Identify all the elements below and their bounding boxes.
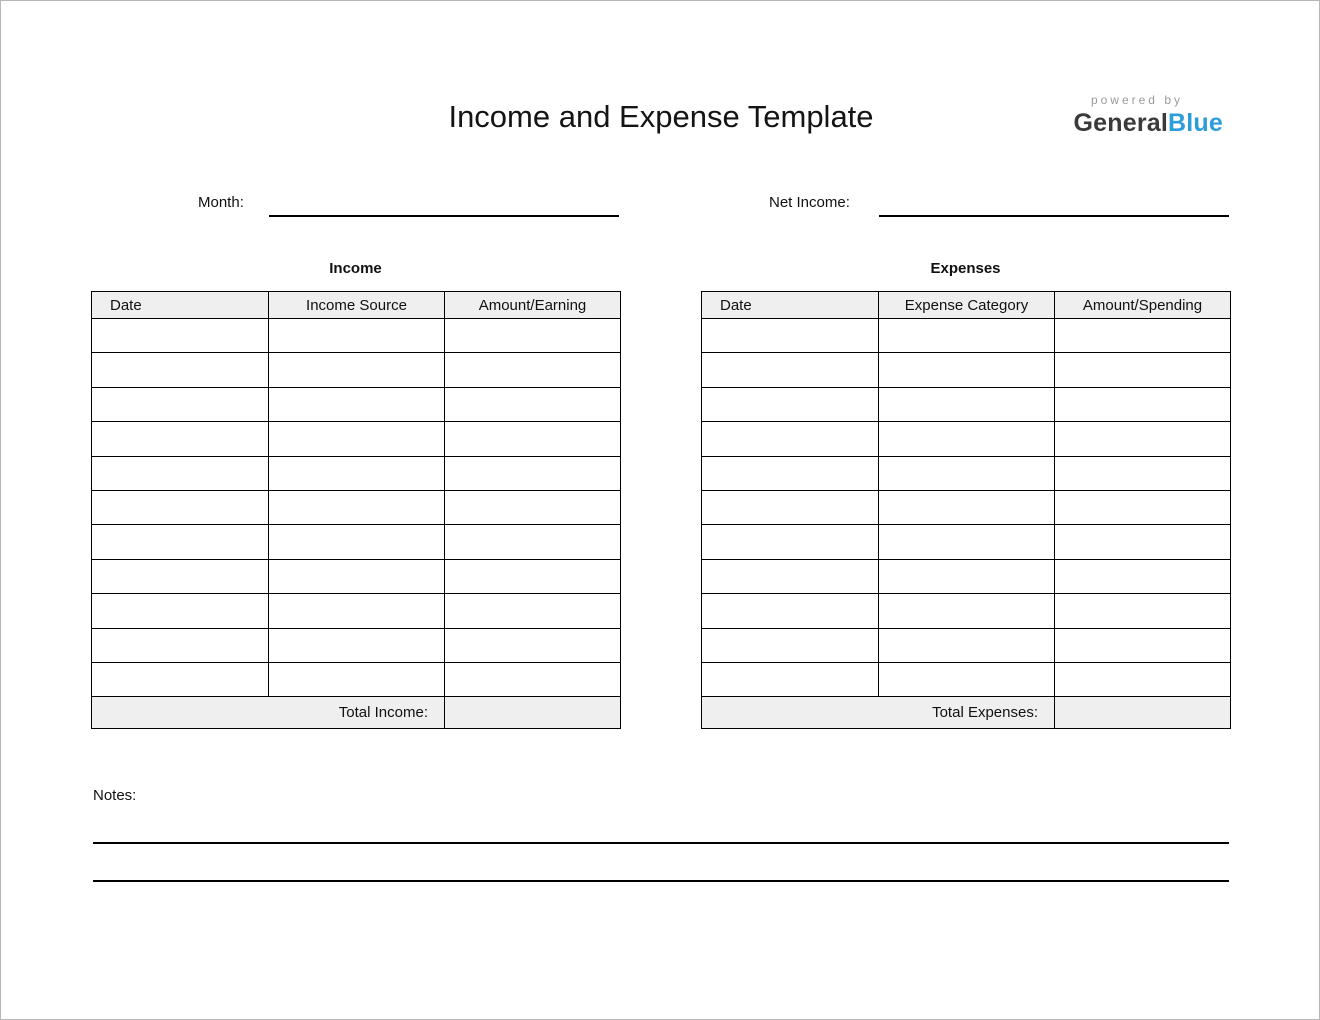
expenses-cell-date [702, 628, 879, 662]
expenses-cell-date [702, 662, 879, 696]
expenses-cell-date [702, 319, 879, 353]
generalblue-logo [993, 109, 1223, 138]
income-col-header-source: Income Source [269, 292, 445, 319]
income-empty-row [92, 490, 621, 524]
expenses-cell-amount [1055, 490, 1231, 524]
expenses-cell-category [879, 422, 1055, 456]
income-cell-source [269, 628, 445, 662]
expenses-empty-row [702, 559, 1231, 593]
expenses-header-row [702, 292, 1231, 319]
income-cell-amount [445, 387, 621, 421]
income-cell-source [269, 387, 445, 421]
expenses-col-header-category: Expense Category [879, 292, 1055, 319]
expenses-cell-amount [1055, 456, 1231, 490]
expenses-empty-row [702, 353, 1231, 387]
expenses-cell-category [879, 662, 1055, 696]
expenses-empty-row [702, 456, 1231, 490]
expenses-cell-amount [1055, 353, 1231, 387]
income-cell-date [92, 662, 269, 696]
income-empty-row [92, 319, 621, 353]
expenses-cell-category [879, 559, 1055, 593]
expenses-cell-category [879, 594, 1055, 628]
expenses-col-header-date: Date [702, 292, 879, 319]
income-header-row [92, 292, 621, 319]
income-cell-amount [445, 422, 621, 456]
income-empty-row [92, 662, 621, 696]
income-cell-amount [445, 628, 621, 662]
expenses-cell-category [879, 490, 1055, 524]
expenses-cell-amount [1055, 594, 1231, 628]
income-cell-source [269, 594, 445, 628]
income-table-body [92, 319, 621, 697]
income-cell-date [92, 525, 269, 559]
income-cell-date [92, 387, 269, 421]
income-cell-source [269, 662, 445, 696]
expenses-cell-category [879, 628, 1055, 662]
expenses-cell-amount [1055, 319, 1231, 353]
expenses-cell-date [702, 353, 879, 387]
income-cell-amount [445, 525, 621, 559]
income-cell-source [269, 456, 445, 490]
income-empty-row [92, 628, 621, 662]
income-cell-date [92, 628, 269, 662]
income-cell-amount [445, 594, 621, 628]
income-cell-source [269, 490, 445, 524]
expenses-total-value [1055, 697, 1231, 729]
income-table-heading: Income [329, 260, 382, 277]
expenses-cell-amount [1055, 387, 1231, 421]
expenses-total-row [702, 697, 1231, 729]
expenses-empty-row [702, 490, 1231, 524]
income-col-header-amount: Amount/Earning [445, 292, 621, 319]
income-cell-amount [445, 319, 621, 353]
expenses-cell-category [879, 387, 1055, 421]
expenses-table [701, 291, 1231, 729]
expenses-cell-category [879, 319, 1055, 353]
income-table [91, 291, 621, 729]
notes-line-1 [93, 842, 1229, 844]
income-empty-row [92, 353, 621, 387]
expenses-table-heading: Expenses [930, 260, 1001, 277]
income-cell-date [92, 422, 269, 456]
income-empty-row [92, 456, 621, 490]
income-total-label: Total Income: [92, 697, 445, 729]
income-total-row [92, 697, 621, 729]
income-empty-row [92, 594, 621, 628]
income-empty-row [92, 559, 621, 593]
income-cell-source [269, 319, 445, 353]
expenses-cell-category [879, 353, 1055, 387]
expenses-cell-amount [1055, 559, 1231, 593]
expenses-cell-category [879, 525, 1055, 559]
expenses-empty-row [702, 594, 1231, 628]
income-empty-row [92, 422, 621, 456]
expenses-cell-date [702, 387, 879, 421]
income-cell-date [92, 559, 269, 593]
brand-blue-text: Blue [1168, 109, 1223, 137]
brand-general-text: General [1073, 109, 1169, 137]
income-cell-date [92, 319, 269, 353]
expenses-cell-date [702, 594, 879, 628]
notes-line-2 [93, 880, 1229, 882]
net-income-fill-in-line [879, 215, 1229, 217]
expenses-col-header-amount: Amount/Spending [1055, 292, 1231, 319]
income-cell-amount [445, 353, 621, 387]
expenses-cell-amount [1055, 662, 1231, 696]
income-cell-date [92, 456, 269, 490]
brand-block [993, 93, 1223, 138]
expenses-cell-amount [1055, 525, 1231, 559]
income-cell-source [269, 559, 445, 593]
expenses-empty-row [702, 628, 1231, 662]
powered-by-text: powered by [1090, 93, 1183, 107]
month-fill-in-line [269, 215, 619, 217]
expenses-cell-date [702, 559, 879, 593]
expenses-cell-date [702, 490, 879, 524]
expenses-empty-row [702, 662, 1231, 696]
notes-label: Notes: [93, 787, 137, 804]
income-empty-row [92, 387, 621, 421]
income-total-value [445, 697, 621, 729]
income-cell-amount [445, 490, 621, 524]
income-cell-source [269, 422, 445, 456]
income-cell-date [92, 490, 269, 524]
expenses-table-body [702, 319, 1231, 697]
expenses-cell-date [702, 422, 879, 456]
page-title: Income and Expense Template [448, 99, 874, 134]
income-cell-amount [445, 559, 621, 593]
income-cell-source [269, 525, 445, 559]
income-cell-amount [445, 662, 621, 696]
month-label: Month: [198, 194, 244, 211]
income-cell-date [92, 594, 269, 628]
expenses-empty-row [702, 525, 1231, 559]
expenses-empty-row [702, 387, 1231, 421]
income-empty-row [92, 525, 621, 559]
expenses-empty-row [702, 319, 1231, 353]
expenses-cell-date [702, 456, 879, 490]
expenses-total-label: Total Expenses: [702, 697, 1055, 729]
income-cell-date [92, 353, 269, 387]
expenses-cell-amount [1055, 422, 1231, 456]
expenses-empty-row [702, 422, 1231, 456]
income-col-header-date: Date [92, 292, 269, 319]
expenses-cell-category [879, 456, 1055, 490]
net-income-label: Net Income: [769, 194, 850, 211]
expenses-cell-date [702, 525, 879, 559]
income-cell-source [269, 353, 445, 387]
expenses-cell-amount [1055, 628, 1231, 662]
income-cell-amount [445, 456, 621, 490]
